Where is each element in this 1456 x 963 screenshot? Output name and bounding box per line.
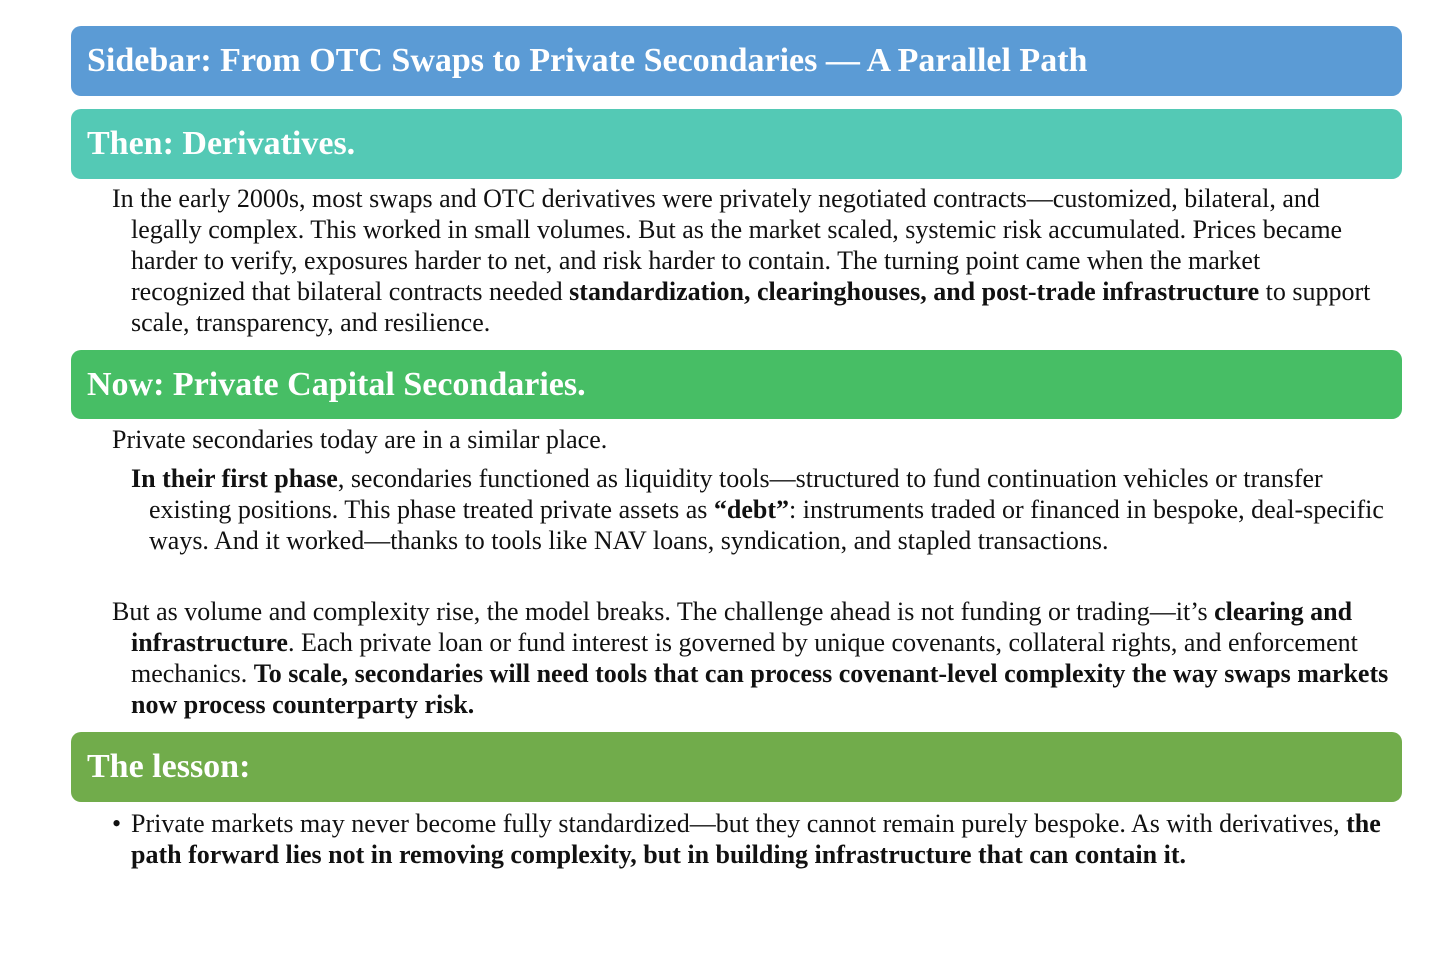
then-text-2: to support scale, transparency, and resilience. [131, 277, 1371, 337]
volume-text-2: . Each private loan or fund interest is governed by unique covenants, collateral rights, and enforcement mechanics. [131, 628, 1358, 688]
lesson-heading: The lesson: [87, 748, 251, 785]
first-phase-text-1: , secondaries functioned as liquidity tools—structured to fund continuation vehicles or transfer existing positions. This phase treated private assets as [149, 464, 1323, 524]
then-paragraph [112, 183, 1372, 338]
then-heading: Then: Derivatives. [87, 125, 356, 162]
volume-text-1: But as volume and complexity rise, the model breaks. The challenge ahead is not funding or trading—it’s [112, 597, 1215, 626]
first-phase-bold-2: “debt” [713, 495, 790, 524]
sidebar-title-bar [71, 26, 1402, 96]
then-text-1: In the early 2000s, most swaps and OTC derivatives were privately negotiated contracts—customized, bilateral, and legally complex. This worked in small volumes. But as the market scaled, systemic risk accumulated. Prices became harder to verify, exposures harder to net, and risk harder to contain. The turning point came when the market recognized that bilateral contracts needed [112, 184, 1343, 306]
volume-bold-2: To scale, secondaries will need tools that can process covenant-level complexity the way swaps markets now process counterparty risk. [131, 659, 1389, 719]
first-phase-text-2: : instruments traded or financed in bespoke, deal-specific ways. And it worked—thanks to tools like NAV loans, syndication, and stapled transactions. [149, 495, 1384, 555]
bullet-icon: • [112, 809, 122, 838]
now-heading: Now: Private Capital Secondaries. [87, 365, 586, 403]
then-bold-1: standardization, clearinghouses, and post-trade infrastructure [569, 277, 1260, 306]
lesson-bullet-item [112, 808, 1388, 870]
volume-bold-1: clearing and infrastructure [131, 597, 1353, 657]
volume-paragraph [112, 596, 1402, 720]
first-phase-bold-1: In their first phase [131, 464, 338, 493]
now-intro-paragraph: Private secondaries today are in a similar place. [112, 425, 608, 454]
now-section-header [71, 350, 1402, 419]
lesson-text-1: Private markets may never become fully standardized—but they cannot remain purely bespoke. As with derivatives, [131, 809, 1347, 838]
then-section-header [71, 109, 1402, 179]
lesson-section-header [71, 732, 1402, 802]
first-phase-paragraph [131, 463, 1393, 556]
sidebar-title: Sidebar: From OTC Swaps to Private Secondaries — A Parallel Path [87, 42, 1088, 79]
lesson-bold-1: the path forward lies not in removing complexity, but in building infrastructure that can contain it. [131, 809, 1381, 869]
